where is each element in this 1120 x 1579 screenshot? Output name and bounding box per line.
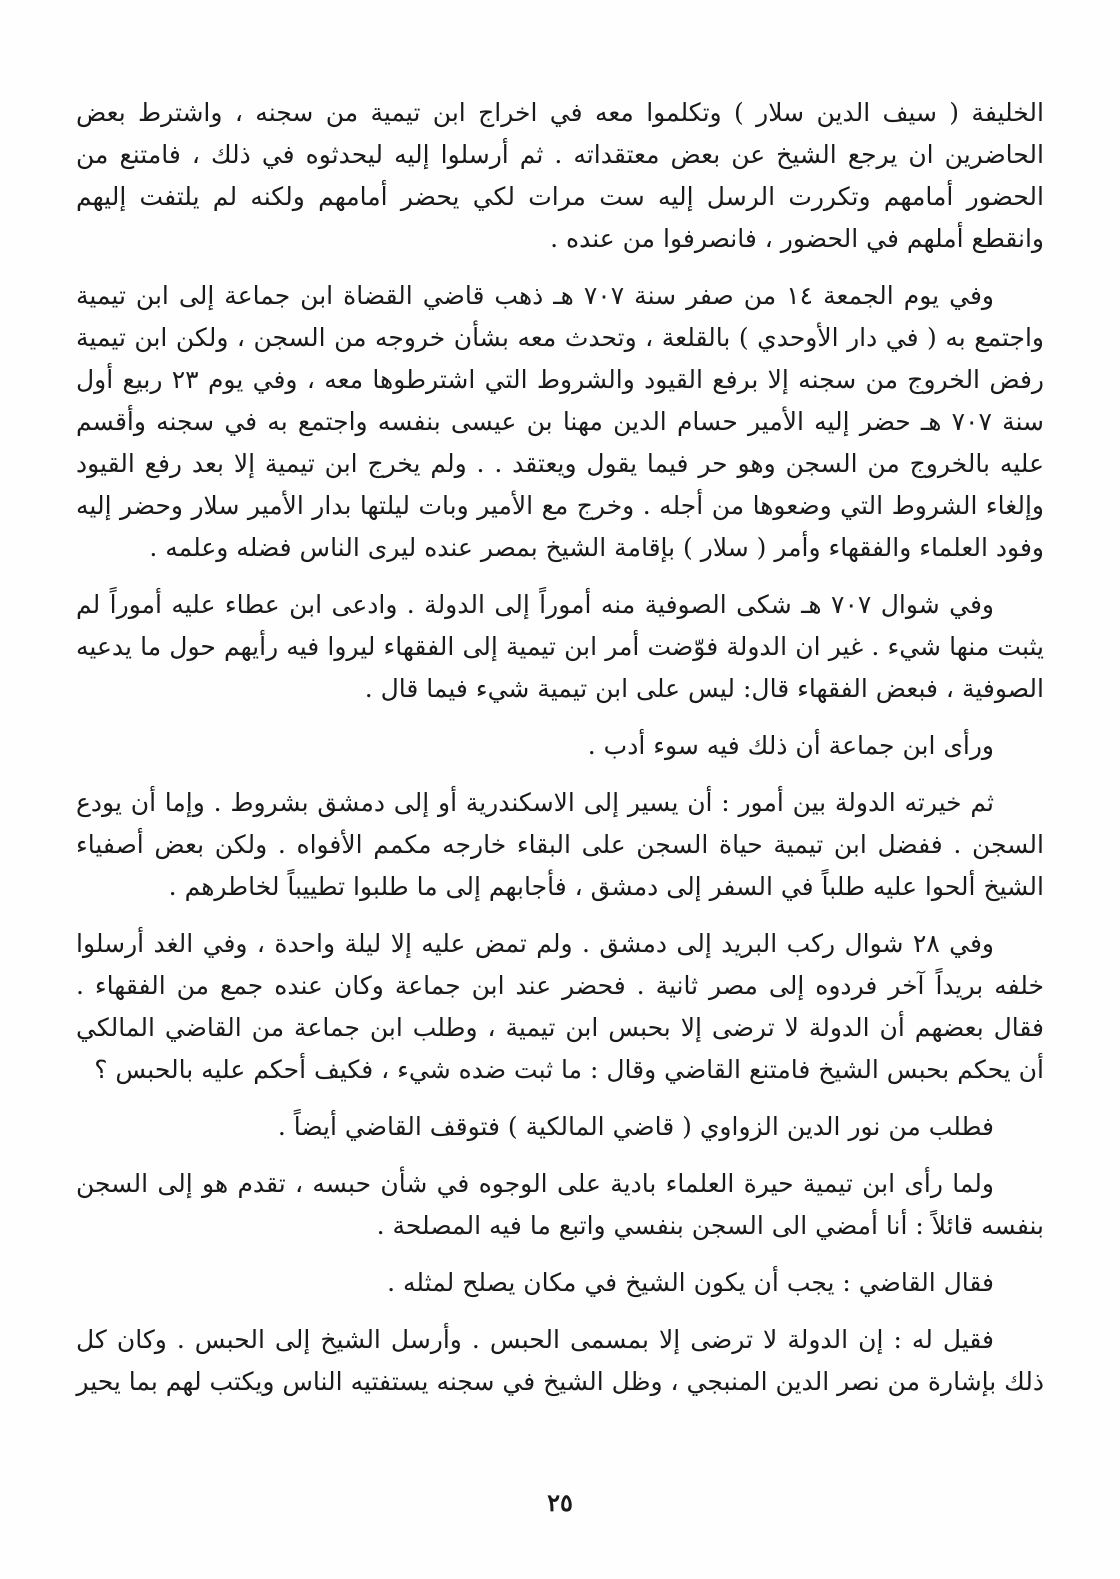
page-number: ٢٥ [547, 1488, 573, 1517]
paragraph-10: فقيل له : إن الدولة لا ترضى إلا بمسمى الحبس . وأرسل الشيخ إلى الحبس . وكان كل ذلك بإشارة من نصر الدين المنبجي ، وظل الشيخ في سجنه يستفتيه الناس ويكتب لهم بما يحير [76, 1325, 1044, 1396]
paragraph-3: وفي شوال ٧٠٧ هـ شكى الصوفية منه أموراً إلى الدولة . وادعى ابن عطاء عليه أموراً لم يثبت منها شيء . غير ان الدولة فوّضت أمر ابن تيمية إلى الفقهاء ليروا فيه رأيهم حول ما يدعيه الصوفية ، فبعض الفقهاء قال: ليس على ابن تيمية شيء فيما قال . [76, 590, 1044, 703]
paragraph-8: ولما رأى ابن تيمية حيرة العلماء بادية على الوجوه في شأن حبسه ، تقدم هو إلى السجن بنفسه قائلاً : أنا أمضي الى السجن بنفسي واتبع ما فيه المصلحة . [76, 1169, 1044, 1240]
paragraph-6: وفي ٢٨ شوال ركب البريد إلى دمشق . ولم تمض عليه إلا ليلة واحدة ، وفي الغد أرسلوا خلفه بريداً آخر فردوه إلى مصر ثانية . فحضر عند ابن جماعة وكان عنده جمع من الفقهاء . فقال بعضهم أن الدولة لا ترضى إلا بحبس ابن تيمية ، وطلب ابن جماعة من القاضي المالكي أن يحكم بحبس الشيخ فامتنع القاضي وقال : ما ثبت ضده شيء ، فكيف أحكم عليه بالحبس ؟ [76, 929, 1044, 1084]
paragraph-2: وفي يوم الجمعة ١٤ من صفر سنة ٧٠٧ هـ ذهب قاضي القضاة ابن جماعة إلى ابن تيمية واجتمع به ( في دار الأوحدي ) بالقلعة ، وتحدث معه بشأن خروجه من السجن ، ولكن ابن تيمية رفض الخروج من سجنه إلا برفع القيود والشروط التي اشترطوها معه ، وفي يوم ٢٣ ربيع أول سنة ٧٠٧ هـ حضر إليه الأمير حسام الدين مهنا بن عيسى بنفسه واجتمع به في سجنه وأقسم عليه بالخروج من السجن وهو حر فيما يقول ويعتقد . . ولم يخرج ابن تيمية إلا بعد رفع القيود وإلغاء الشروط التي وضعوها من أجله . وخرج مع الأمير وبات ليلتها بدار الأمير سلار وحضر إليه وفود العلماء والفقهاء وأمر ( سلار ) بإقامة الشيخ بمصر عنده ليرى الناس فضله وعلمه . [76, 281, 1045, 562]
body-text [76, 92, 1044, 1403]
paragraph-7: فطلب من نور الدين الزواوي ( قاضي المالكية ) فتوقف القاضي أيضاً . [277, 1112, 994, 1141]
paragraph-5: ثم خيرته الدولة بين أمور : أن يسير إلى الاسكندرية أو إلى دمشق بشروط . وإما أن يودع السجن . ففضل ابن تيمية حياة السجن على البقاء خارجه مكمم الأفواه . ولكن بعض أصفياء الشيخ ألحوا عليه طلباً في السفر إلى دمشق ، فأجابهم إلى ما طلبوا تطييباً لخاطرهم . [76, 788, 1044, 901]
paragraph-1: الخليفة ( سيف الدين سلار ) وتكلموا معه في اخراج ابن تيمية من سجنه ، واشترط بعض الحاضرين ان يرجع الشيخ عن بعض معتقداته . ثم أرسلوا إليه ليحدثوه في ذلك ، فامتنع من الحضور أمامهم وتكررت الرسل إليه ست مرات لكي يحضر أمامهم ولكنه لم يلتفت إليهم وانقطع أملهم في الحضور ، فانصرفوا من عنده . [76, 98, 1044, 253]
paragraph-4: ورأى ابن جماعة أن ذلك فيه سوء أدب . [587, 731, 994, 760]
paragraph-9: فقال القاضي : يجب أن يكون الشيخ في مكان يصلح لمثله . [387, 1268, 994, 1297]
